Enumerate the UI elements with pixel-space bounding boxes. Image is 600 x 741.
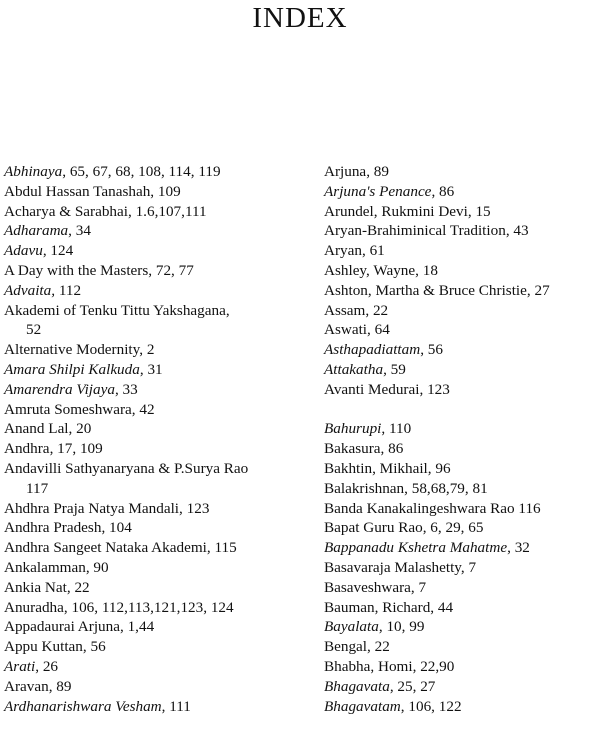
entry-separator: ,	[378, 618, 387, 636]
index-entry	[324, 459, 596, 479]
entry-separator: ,	[412, 657, 421, 675]
index-entry	[324, 677, 596, 697]
entry-separator: ,	[179, 499, 187, 517]
entry-pages: 20	[76, 420, 92, 438]
index-entry	[324, 598, 596, 618]
entry-term: Andhra Sangeet Nataka Akademi	[4, 539, 207, 557]
index-entry	[4, 459, 304, 479]
entry-term: Amara Shilpi Kalkuda	[4, 360, 140, 378]
entry-separator: ,	[367, 321, 375, 339]
entry-term: Appu Kuttan	[4, 638, 83, 656]
entry-term: A Day with the Masters	[4, 261, 149, 279]
index-entry	[4, 518, 304, 538]
page-title: INDEX	[252, 2, 348, 34]
entry-pages: 89	[373, 163, 389, 180]
entry-term: Arundel, Rukmini Devi	[324, 202, 468, 220]
entry-term: Ardhanarishwara Vesham	[4, 697, 162, 715]
entry-pages: 86	[439, 182, 455, 200]
index-column-right	[324, 162, 596, 716]
entry-term: Amruta Someshwara	[4, 400, 132, 418]
entry-term: Amarendra Vijaya	[4, 380, 115, 398]
entry-pages: 1,44	[127, 618, 155, 636]
entry-separator: ,	[422, 519, 431, 537]
index-entry	[324, 360, 596, 380]
entry-separator: ,	[68, 222, 76, 240]
entry-term: Aswati	[324, 321, 368, 339]
entry-pages: 7	[418, 578, 427, 596]
entry-pages: 22	[74, 578, 90, 596]
entry-separator: ,	[68, 420, 77, 438]
entry-pages: 110	[388, 420, 412, 438]
entry-separator: ,	[526, 281, 535, 299]
index-entry	[4, 578, 304, 598]
entry-separator: ,	[63, 598, 72, 616]
index-entry	[4, 558, 304, 578]
entry-separator: ,	[419, 380, 428, 398]
entry-term: Arjuna	[324, 163, 367, 180]
entry-term: Bahurupi	[324, 420, 382, 438]
entry-pages: 34	[75, 222, 91, 240]
entry-pages: 64	[374, 321, 390, 339]
entry-term: Bakasura	[324, 440, 381, 458]
index-entry	[324, 697, 596, 717]
index-entry	[4, 657, 304, 677]
index-entry	[4, 598, 304, 618]
entry-term: Banda Kanakalingeshwara Rao	[324, 499, 515, 517]
entry-separator: ,	[127, 202, 136, 220]
entry-pages: 44	[437, 598, 454, 616]
entry-separator: ,	[380, 440, 389, 458]
index-entry	[324, 182, 596, 202]
entry-separator: ,	[361, 242, 370, 260]
entry-separator: ,	[161, 697, 170, 715]
entry-pages: 111	[169, 697, 191, 715]
entry-separator: ,	[507, 539, 515, 557]
entry-pages: 18	[422, 261, 438, 279]
index-entry	[4, 261, 304, 281]
entry-pages: 1.6,107,111	[135, 202, 207, 220]
entry-term: Advaita,	[4, 281, 56, 299]
entry-separator: ,	[82, 638, 91, 656]
index-entry	[4, 697, 304, 717]
entry-term: Ashley, Wayne	[324, 261, 416, 279]
entry-pages: 61	[369, 242, 385, 260]
entry-pages: 22,90	[420, 657, 455, 675]
index-entry	[4, 360, 304, 380]
index-entry	[4, 637, 304, 657]
entry-separator: ,	[467, 202, 476, 220]
index-entry	[4, 439, 304, 459]
entry-pages: 116	[518, 499, 541, 517]
entry-pages: 56	[90, 638, 106, 656]
entry-term: Bakhtin, Mikhail	[324, 459, 428, 477]
index-entry	[324, 499, 596, 519]
index-entry	[4, 182, 304, 202]
entry-term: Bhagavatam	[324, 697, 401, 715]
entry-separator: ,	[139, 341, 147, 359]
index-entry	[4, 340, 304, 360]
entry-term: Bapat Guru Rao	[324, 519, 423, 537]
index-entry	[4, 221, 304, 241]
entry-term: Bappanadu Kshetra Mahatme	[324, 539, 508, 557]
entry-separator: ,	[381, 420, 389, 438]
index-entry	[4, 419, 304, 439]
index-entry	[324, 617, 596, 637]
entry-separator: ,	[400, 697, 409, 715]
entry-separator: ,	[427, 459, 436, 477]
index-entry	[4, 617, 304, 637]
entry-pages: 27	[534, 281, 550, 299]
index-entry	[4, 281, 304, 301]
entry-separator: ,	[415, 261, 423, 279]
entry-term: Anuradha	[4, 598, 64, 616]
entry-term: Abhinaya	[4, 163, 63, 180]
index-entry	[324, 221, 596, 241]
index-entry	[324, 637, 596, 657]
entry-pages: 15	[475, 202, 491, 220]
entry-separator: ,	[150, 182, 158, 200]
entry-separator: ,	[148, 261, 156, 279]
entry-term: Bayalata	[324, 618, 379, 636]
entry-separator: ,	[404, 479, 412, 497]
entry-pages: 22	[372, 301, 389, 319]
index-entry	[324, 320, 596, 340]
entry-term: Aryan-Brahiminical Tradition	[324, 222, 506, 240]
entry-term: Abdul Hassan Tanashah	[4, 182, 151, 200]
index-entry	[324, 578, 596, 598]
entry-separator: ,	[206, 539, 215, 557]
entry-separator: ,	[365, 301, 373, 319]
entry-pages: 86	[388, 440, 404, 458]
entry-separator: ,	[505, 222, 514, 240]
index-entry	[324, 162, 596, 182]
entry-term: Andhra	[4, 440, 50, 458]
entry-term: Assam	[324, 301, 366, 319]
entry-pages: 25, 27	[397, 677, 436, 695]
index-entry	[324, 281, 596, 301]
entry-term: Bengal	[324, 638, 368, 656]
entry-pages: 106, 122	[408, 697, 462, 715]
entry-term: Asthapadiattam	[324, 341, 421, 359]
entry-pages: 89	[56, 677, 72, 695]
entry-pages: 22	[374, 638, 390, 656]
entry-term: Balakrishnan	[324, 479, 405, 497]
entry-pages: 58,68,79, 81	[411, 479, 488, 497]
entry-separator: ,	[48, 677, 57, 695]
entry-pages-continued: 117	[26, 479, 49, 497]
entry-term: Andavilli Sathyanaryana & P.Surya Rao	[4, 459, 249, 477]
entry-pages: 43	[513, 222, 529, 240]
entry-separator: ,	[49, 440, 58, 458]
index-entry	[324, 657, 596, 677]
entry-term: Bhabha, Homi	[324, 657, 413, 675]
entry-pages: 56	[427, 341, 443, 359]
entry-term: Basaveshwara	[324, 578, 411, 596]
index-column-left	[4, 162, 304, 716]
index-entry	[324, 518, 596, 538]
index-entry	[324, 261, 596, 281]
entry-separator: ,	[460, 558, 469, 576]
entry-pages: 123	[427, 380, 450, 398]
entry-term: Bauman, Richard	[324, 598, 431, 616]
index-entry	[324, 558, 596, 578]
entry-pages: 33	[122, 380, 138, 398]
entry-separator: ,	[431, 182, 440, 200]
entry-separator: ,	[430, 598, 438, 616]
entry-term: Ankalamman	[4, 558, 86, 576]
index-entry	[4, 677, 304, 697]
entry-pages: 104	[109, 519, 132, 537]
entry-pages: 123	[186, 499, 210, 517]
entry-pages: 32	[514, 539, 530, 557]
index-entry	[324, 202, 596, 222]
entry-pages: 106, 112,113,121,123, 124	[71, 598, 234, 616]
entry-term: Aravan	[4, 677, 49, 695]
entry-separator: ,	[42, 242, 51, 260]
entry-pages: 7	[468, 558, 477, 576]
index-entry	[324, 419, 596, 439]
entry-separator: ,	[62, 163, 70, 180]
entry-term: Bhagavata	[324, 677, 390, 695]
entry-pages: 26	[42, 657, 59, 675]
entry-pages: 115	[214, 539, 237, 557]
entry-separator: ,	[383, 360, 391, 378]
entry-pages-continued: 52	[26, 321, 42, 339]
index-entry	[4, 400, 304, 420]
index-entry	[4, 202, 304, 222]
entry-pages: 90	[93, 558, 109, 576]
entry-term: Aryan	[324, 242, 362, 260]
entry-pages: 109	[157, 182, 181, 200]
index-entry	[4, 499, 304, 519]
index-entry	[4, 301, 304, 321]
entry-pages: 10, 99	[386, 618, 425, 636]
index-entry	[324, 340, 596, 360]
entry-pages: 31	[147, 360, 163, 378]
entry-term: Alternative Modernity	[4, 341, 140, 359]
entry-pages: 59	[390, 360, 406, 378]
entry-term: Anand Lal	[4, 420, 69, 438]
entry-separator: ,	[119, 618, 128, 636]
entry-separator: ,	[114, 380, 123, 398]
entry-separator: ,	[66, 578, 75, 596]
entry-term: Attakatha	[324, 360, 384, 378]
entry-separator: ,	[139, 360, 148, 378]
entry-separator: ,	[85, 558, 94, 576]
entry-term: Acharya & Sarabhai	[4, 202, 128, 220]
entry-term: Arati	[4, 657, 36, 675]
entry-separator: ,	[367, 638, 375, 656]
entry-separator: ,	[101, 519, 110, 537]
entry-term: Adavu	[4, 242, 43, 260]
entry-term: Avanti Medurai	[324, 380, 420, 398]
entry-term: Appadaurai Arjuna	[4, 618, 120, 636]
index-entry	[324, 380, 596, 400]
entry-term: Ashton, Martha & Bruce Christie	[324, 281, 527, 299]
entry-pages: 6, 29, 65	[430, 519, 484, 537]
entry-pages: 112	[58, 281, 82, 299]
index-entry	[4, 380, 304, 400]
entry-pages: 42	[139, 400, 155, 418]
index-entry	[324, 439, 596, 459]
index-entry	[324, 301, 596, 321]
index-entry	[324, 538, 596, 558]
entry-term: Akademi of Tenku Tittu Yakshagana,	[4, 301, 230, 319]
entry-term: Arjuna's Penance	[324, 182, 432, 200]
entry-separator: ,	[410, 578, 419, 596]
entry-term: Adharama	[4, 222, 69, 240]
index-entry	[4, 538, 304, 558]
index-entry	[4, 162, 304, 182]
entry-term: Andhra Pradesh	[4, 519, 102, 537]
entry-pages: 17, 109	[57, 440, 103, 458]
entry-separator: ,	[389, 677, 398, 695]
entry-term: Ahdhra Praja Natya Mandali	[4, 499, 180, 517]
index-entry	[4, 241, 304, 261]
entry-pages: 72, 77	[155, 261, 194, 279]
entry-pages: 96	[435, 459, 451, 477]
entry-separator: ,	[131, 400, 140, 418]
entry-separator: ,	[420, 341, 428, 359]
entry-pages: 2	[146, 341, 155, 359]
entry-separator: ,	[366, 163, 374, 180]
entry-separator: ,	[35, 657, 43, 675]
index-entry	[324, 479, 596, 499]
entry-pages: 65, 67, 68, 108, 114, 119	[69, 163, 221, 180]
index-entry	[324, 241, 596, 261]
entry-pages: 124	[50, 242, 74, 260]
entry-term: Ankia Nat	[4, 578, 67, 596]
entry-term: Basavaraja Malashetty	[324, 558, 461, 576]
